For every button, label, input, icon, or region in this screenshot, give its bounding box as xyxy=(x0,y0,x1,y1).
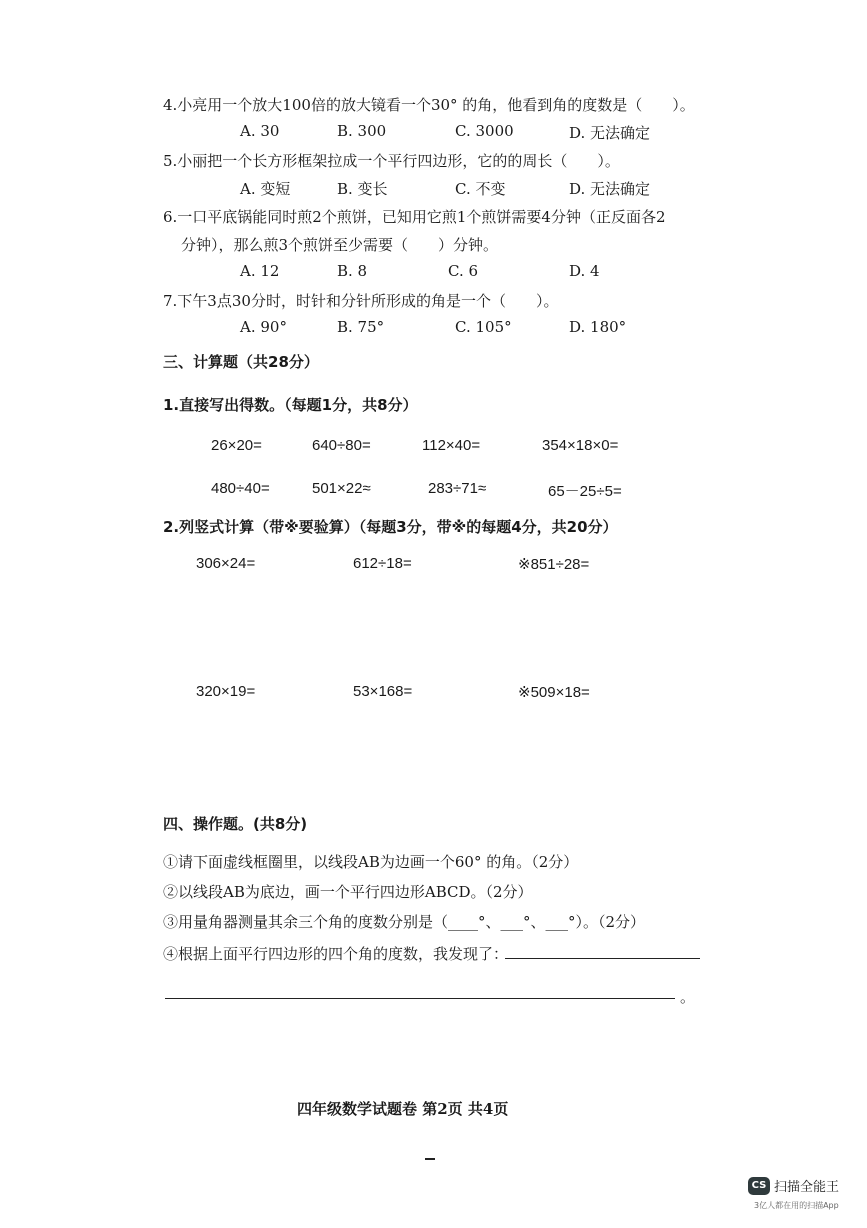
vertical-calc-1: 306×24= xyxy=(196,555,256,572)
q6-option-a: A. 12 xyxy=(240,262,280,280)
answer-line-2 xyxy=(165,998,675,999)
question-7-stem: 7.下午3点30分时，时针和分针所形成的角是一个（ ）。 xyxy=(163,292,559,310)
question-5-stem: 5.小丽把一个长方形框架拉成一个平行四边形，它的的周长（ ）。 xyxy=(163,152,620,170)
q4-option-d: D. 无法确定 xyxy=(569,124,651,142)
section-3-part2-title: 2.列竖式计算（带※要验算）（每题3分，带※的每题4分，共20分） xyxy=(163,518,618,536)
vertical-calc-5: 53×168= xyxy=(353,683,413,700)
question-4-stem: 4.小亮用一个放大100倍的放大镜看一个30° 的角，他看到角的度数是（ ）。 xyxy=(163,96,695,114)
section-4-title: 四、操作题。(共8分) xyxy=(163,815,308,833)
q5-option-c: C. 不变 xyxy=(455,180,506,198)
q7-option-a: A. 90° xyxy=(240,318,287,336)
q6-option-d: D. 4 xyxy=(569,262,600,280)
oral-calc-5: 480÷40= xyxy=(211,480,270,497)
oral-calc-3: 112×40= xyxy=(422,437,481,454)
q4-option-b: B. 300 xyxy=(337,122,387,140)
q7-option-d: D. 180° xyxy=(569,318,627,336)
q5-option-b: B. 变长 xyxy=(337,180,388,198)
vertical-calc-6: ※509×18= xyxy=(518,684,590,701)
q4-option-a: A. 30 xyxy=(240,122,280,140)
page-footer: 四年级数学试题卷 第2页 共4页 xyxy=(297,1100,509,1118)
oral-calc-2: 640÷80= xyxy=(312,437,371,454)
q6-option-c: C. 6 xyxy=(448,262,479,280)
answer-line-1 xyxy=(505,958,700,959)
oral-calc-7: 283÷71≈ xyxy=(428,480,487,497)
section-3-part1-title: 1.直接写出得数。（每题1分，共8分） xyxy=(163,396,418,414)
operation-item-4: ④根据上面平行四边形的四个角的度数，我发现了： xyxy=(163,945,509,963)
question-6-stem-line2: 分钟），那么煎3个煎饼至少需要（ ）分钟。 xyxy=(181,236,499,254)
scan-mark xyxy=(425,1158,435,1160)
q7-option-b: B. 75° xyxy=(337,318,385,336)
oral-calc-8: 65－25÷5= xyxy=(548,483,622,500)
section-3-title: 三、计算题（共28分） xyxy=(163,353,319,371)
q5-option-d: D. 无法确定 xyxy=(569,180,651,198)
oral-calc-1: 26×20= xyxy=(211,437,262,454)
operation-item-1: ①请下面虚线框圈里，以线段AB为边画一个60° 的角。（2分） xyxy=(163,853,579,871)
camscanner-logo-icon: CS xyxy=(748,1177,770,1195)
watermark-subtitle: 3亿人都在用的扫描App xyxy=(754,1201,839,1210)
vertical-calc-2: 612÷18= xyxy=(353,555,412,572)
scanner-watermark xyxy=(748,1176,839,1195)
watermark-name: 扫描全能王 xyxy=(774,1180,840,1195)
question-6-stem-line1: 6.一口平底锅能同时煎2个煎饼，已知用它煎1个煎饼需要4分钟（正反面各2 xyxy=(163,208,666,226)
q6-option-b: B. 8 xyxy=(337,262,368,280)
vertical-calc-3: ※851÷28= xyxy=(518,556,590,573)
end-mark: 。 xyxy=(680,988,696,1006)
operation-item-3: ③用量角器测量其余三个角的度数分别是（____°、___°、___°）。（2分） xyxy=(163,913,646,931)
oral-calc-4: 354×18×0= xyxy=(542,437,619,454)
operation-item-2: ②以线段AB为底边，画一个平行四边形ABCD。（2分） xyxy=(163,883,533,901)
vertical-calc-4: 320×19= xyxy=(196,683,256,700)
oral-calc-6: 501×22≈ xyxy=(312,480,371,497)
q4-option-c: C. 3000 xyxy=(455,122,514,140)
q5-option-a: A. 变短 xyxy=(240,180,291,198)
q7-option-c: C. 105° xyxy=(455,318,512,336)
